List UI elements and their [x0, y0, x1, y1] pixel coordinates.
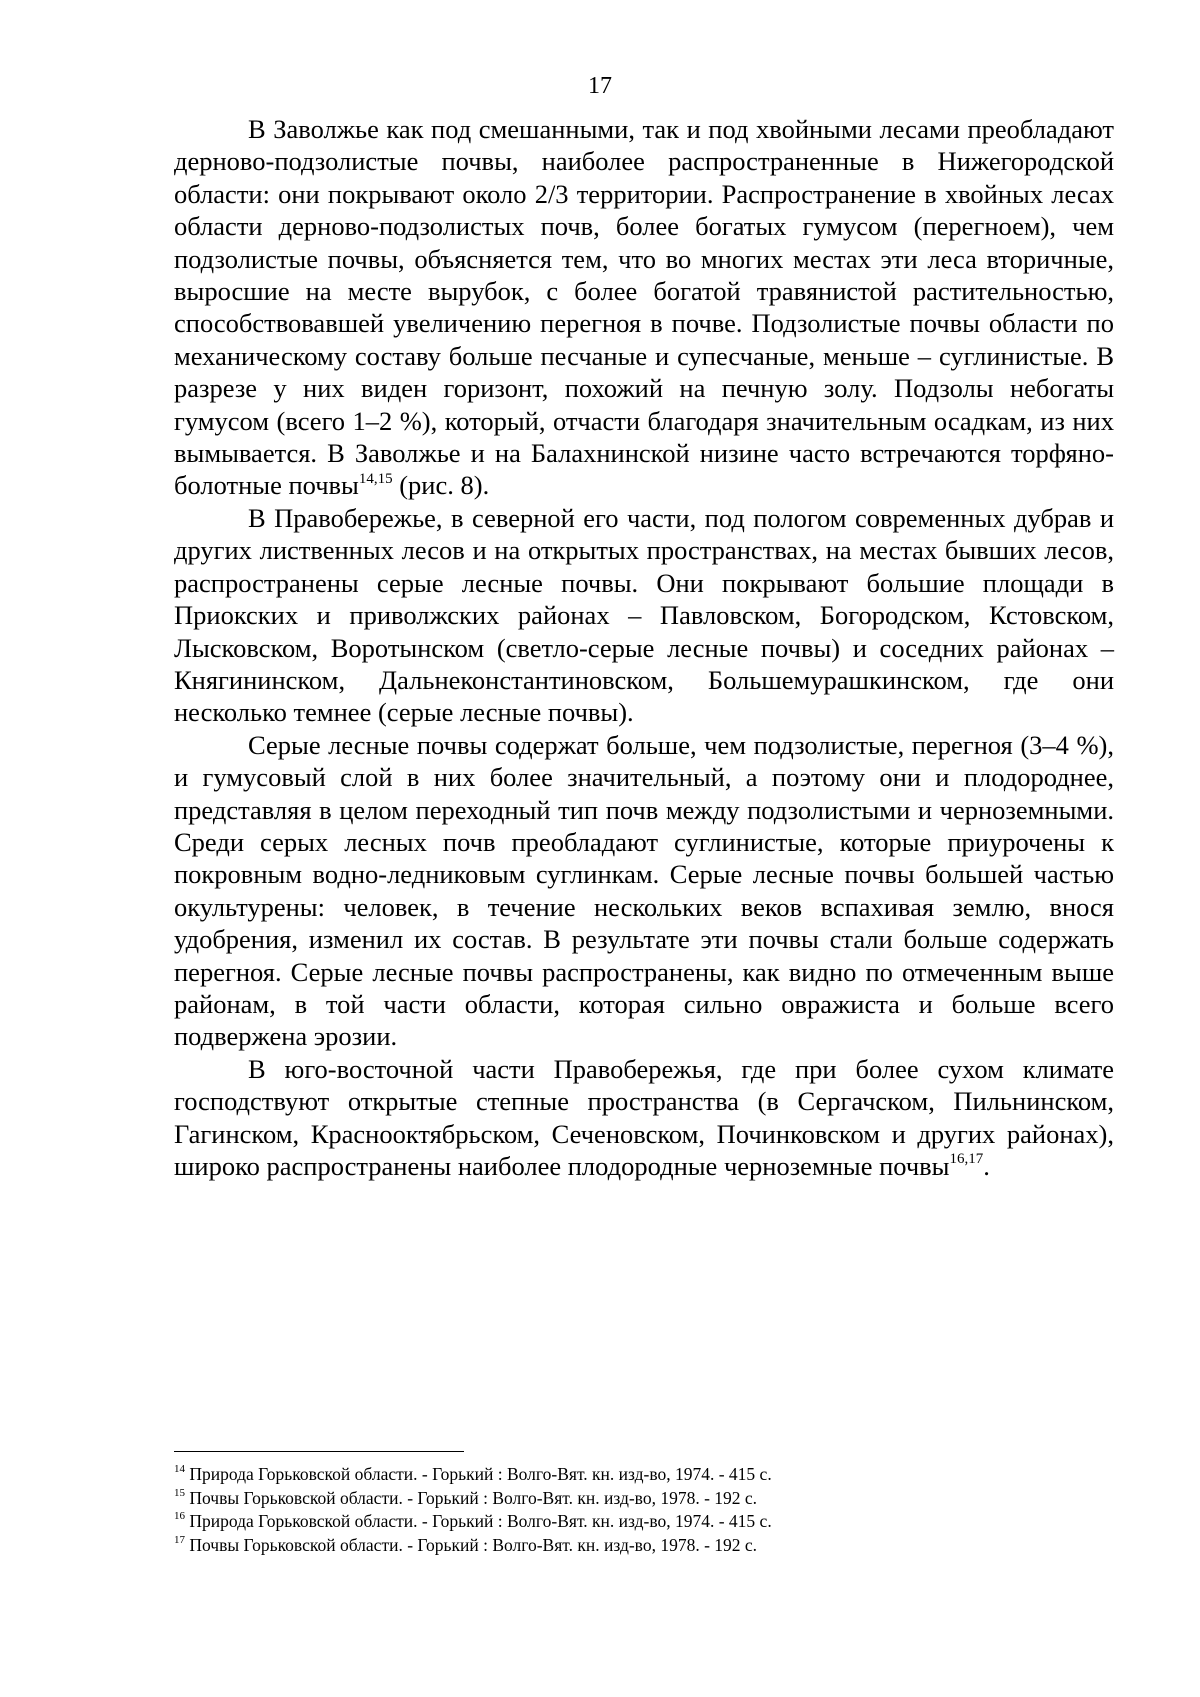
- footnote-number: 14: [174, 1463, 185, 1476]
- footnotes: [174, 1463, 1114, 1557]
- body-text: [174, 113, 1114, 1182]
- paragraph-grey-forest-soils: [174, 729, 1114, 1053]
- footnote-number: 17: [174, 1533, 185, 1546]
- footnote-number: 15: [174, 1486, 185, 1499]
- page-number: 17: [588, 73, 612, 99]
- footnote-separator: [174, 1451, 464, 1452]
- footnote-reference[interactable]: 14,15: [358, 470, 393, 487]
- paragraph-text: Серые лесные почвы содержат больше, чем подзолистые, перегноя (3–4 %), и гумусовый слой в них более значительный, а поэтому они и плодороднее, представляя в целом переходный тип почв между подзолистыми и черноземными. Среди серых лесных почв преобладают суглинистые, которые приурочены к покровным водно-ледниковым суглинкам. Серые лесные почвы большей частью окультурены: человек, в течение нескольких веков вспахивая землю, внося удобрения, изменил их состав. В результате эти почвы стали больше содержать перегноя. Серые лесные почвы распространены, как видно по отмеченным выше районам, в той части области, которая сильно овражиста и больше всего подвержена эрозии.: [174, 729, 1114, 1052]
- footnote: [174, 1463, 1114, 1487]
- paragraph-text: В Заволжье как под смешанными, так и под хвойными лесами преобладают дерново-подзолистые почвы, наиболее распространенные в Нижегородской области: они покрывают около 2/3 территории. Распространение в хвойных лесах области дерново-подзолистых почв, более богатых гумусом (перегноем), чем подзолистые почвы, объясняется тем, что во многих местах эти леса вторичные, выросшие на месте вырубок, с более богатой травянистой растительностью, способствовавшей увеличению перегноя в почве. Подзолистые почвы области по механическому составу больше песчаные и супесчаные, меньше – суглинистые. В разрезе у них виден горизонт, похожий на печную золу. Подзолы небогаты гумусом (всего 1–2 %), который, отчасти благодаря значительным осадкам, из них вымывается. В Заволжье и на Балахнинской низине часто встречаются торфяно-болотные почвы: [174, 114, 1114, 501]
- paragraph-text: (рис. 8).: [392, 470, 490, 501]
- footnote: [174, 1534, 1114, 1558]
- footnote: [174, 1487, 1114, 1511]
- paragraph-pravoberezhye-north: [174, 502, 1114, 729]
- footnote-text: Почвы Горьковской области. - Горький : Волго-Вят. кн. изд-во, 1978. - 192 с.: [185, 1487, 758, 1508]
- paragraph-text: В Правобережье, в северной его части, под пологом современных дубрав и других лиственных лесов и на открытых пространствах, на местах бывших лесов, распространены серые лесные почвы. Они покрывают большие площади в Приокских и приволжских районах – Павловском, Богородском, Кстовском, Лысковском, Воротынском (светло-серые лесные почвы) и соседних районах – Княгининском, Дальнеконстантиновском, Большемурашкинском, где они несколько темнее (серые лесные почвы).: [174, 502, 1114, 728]
- paragraph-text: В юго-восточной части Правобережья, где при более сухом климате господствуют открытые степные пространства (в Сергачском, Пильнинском, Гагинском, Краснооктябрьском, Сеченовском, Починковском и других районах), широко распространены наиболее плодородные черноземные почвы: [174, 1053, 1114, 1181]
- paragraph-text: .: [983, 1151, 990, 1181]
- footnote-reference[interactable]: 16,17: [949, 1151, 984, 1168]
- footnote-text: Природа Горьковской области. - Горький : Волго-Вят. кн. изд-во, 1974. - 415 с.: [185, 1511, 772, 1531]
- footnote-text: Почвы Горьковской области. - Горький : Волго-Вят. кн. изд-во, 1978. - 192 с.: [185, 1534, 758, 1555]
- paragraph-zavolzhye: [174, 113, 1114, 502]
- footnote-text: Природа Горьковской области. - Горький : Волго-Вят. кн. изд-во, 1974. - 415 с.: [185, 1464, 772, 1484]
- paragraph-pravoberezhye-southeast: [174, 1053, 1114, 1183]
- footnote-number: 16: [174, 1510, 185, 1523]
- footnote: [174, 1510, 1114, 1534]
